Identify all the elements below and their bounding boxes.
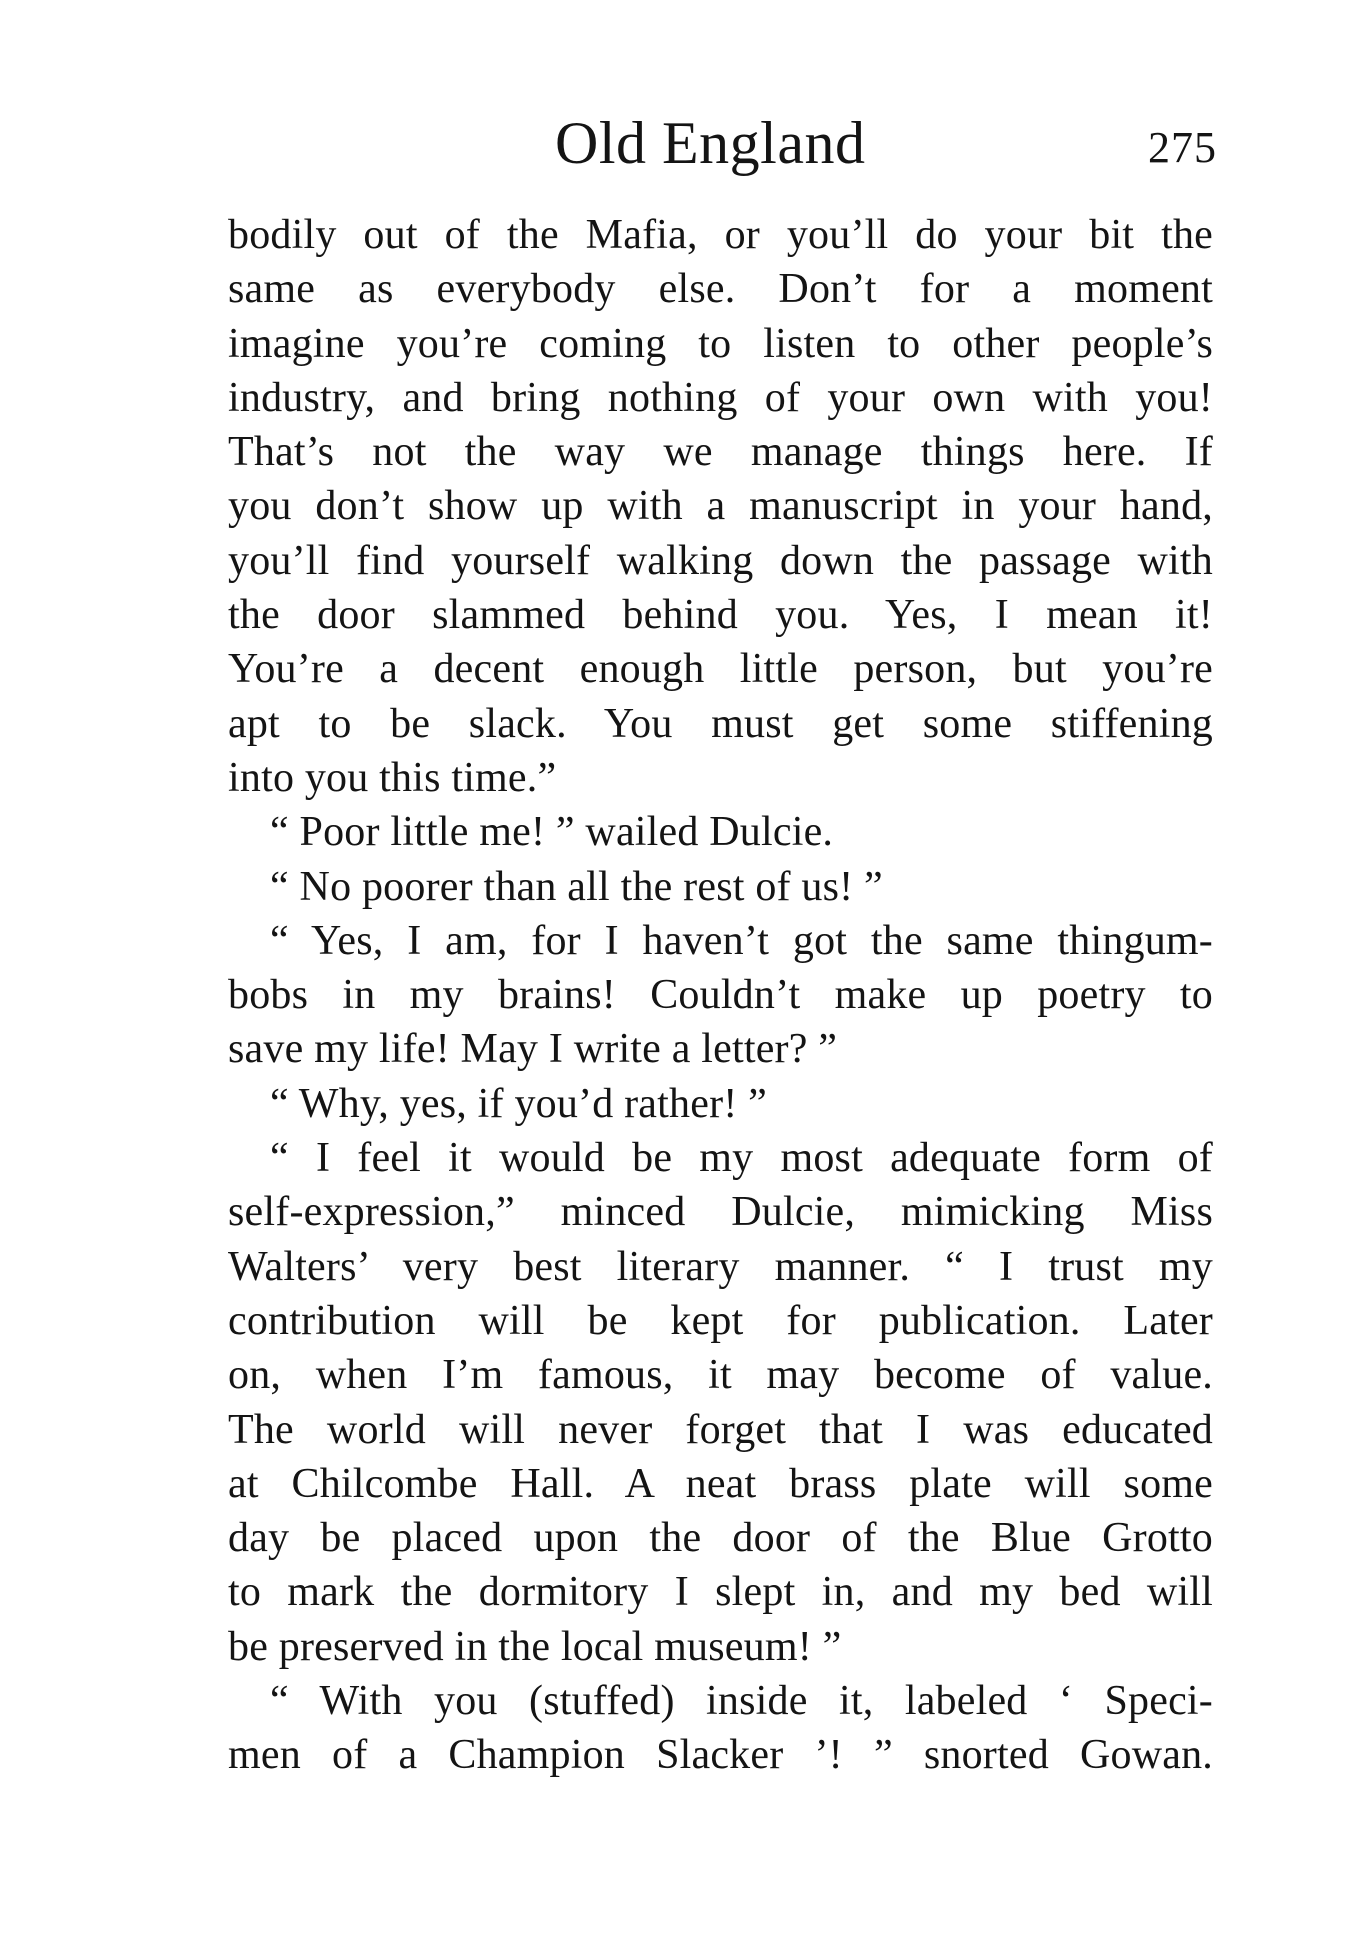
text-line: Walters’ very best literary manner. “ I trust my: [228, 1243, 1213, 1290]
text-line: bodily out of the Mafia, or you’ll do your bit the: [228, 212, 1213, 258]
text-line: imagine you’re coming to listen to other people’s: [228, 320, 1213, 367]
text-line: contribution will be kept for publication. Later: [228, 1297, 1213, 1344]
text-line: You’re a decent enough little person, but you’re: [228, 646, 1213, 693]
text-line: on, when I’m famous, it may become of value.: [228, 1352, 1213, 1399]
running-title: Old England: [555, 110, 866, 176]
text-line: men of a Champion Slacker ’! ” snorted Gowan.: [228, 1732, 1213, 1779]
text-line: self-expression,” minced Dulcie, mimicking Miss: [228, 1189, 1213, 1236]
text-line: That’s not the way we manage things here. If: [228, 429, 1213, 476]
text-line: “ Why, yes, if you’d rather! ”: [270, 1080, 767, 1127]
text-line: you don’t show up with a manuscript in your hand,: [228, 483, 1213, 530]
page-number: 275: [1148, 123, 1217, 172]
text-line: The world will never forget that I was educated: [228, 1406, 1213, 1453]
text-line: to mark the dormitory I slept in, and my bed will: [228, 1569, 1213, 1616]
text-line: you’ll find yourself walking down the passage with: [228, 537, 1213, 584]
text-line: save my life! May I write a letter? ”: [228, 1026, 838, 1073]
text-line: be preserved in the local museum! ”: [228, 1623, 842, 1670]
text-line: “ I feel it would be my most adequate form of: [270, 1135, 1213, 1182]
text-line: apt to be slack. You must get some stiffening: [228, 700, 1213, 747]
text-line: the door slammed behind you. Yes, I mean it!: [228, 592, 1213, 639]
text-line: into you this time.”: [228, 754, 557, 801]
text-line: day be placed upon the door of the Blue Grotto: [228, 1515, 1213, 1562]
text-line: at Chilcombe Hall. A neat brass plate will some: [228, 1460, 1213, 1507]
text-line: bobs in my brains! Couldn’t make up poetry to: [228, 972, 1213, 1019]
running-head: [0, 108, 1371, 178]
text-line: “ Poor little me! ” wailed Dulcie.: [270, 809, 834, 856]
text-line: industry, and bring nothing of your own with you!: [228, 374, 1213, 421]
text-line: “ Yes, I am, for I haven’t got the same thingum-: [270, 917, 1213, 964]
text-line: “ No poorer than all the rest of us! ”: [270, 863, 883, 910]
body-text: [228, 208, 1213, 1783]
text-line: same as everybody else. Don’t for a moment: [228, 266, 1213, 313]
text-line: “ With you (stuffed) inside it, labeled ‘ Speci-: [270, 1678, 1213, 1725]
